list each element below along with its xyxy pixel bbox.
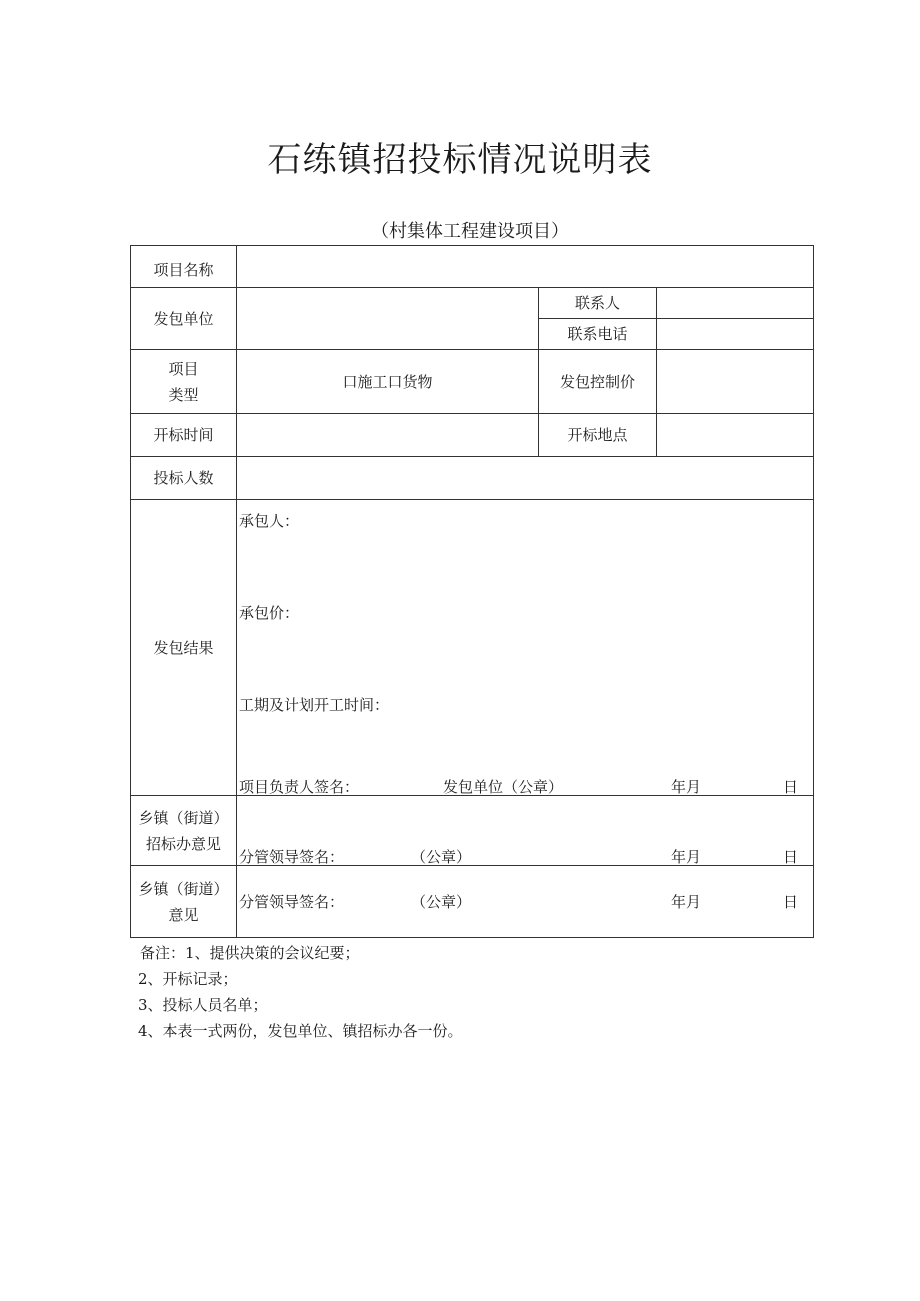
project-type-label-line1: 项目: [168, 359, 199, 378]
row-bid-office-opinion: [131, 796, 814, 866]
row-bid-open: [131, 414, 814, 457]
bid-info-form: [130, 245, 814, 938]
project-type-label-line2: 类型: [168, 385, 199, 404]
row-result: [131, 500, 814, 796]
page-subtitle: （村集体工程建设项目）: [371, 221, 569, 242]
bid-office-opinion-field[interactable]: [237, 796, 814, 866]
row-contractor-unit: [131, 288, 814, 319]
note-line-2: 2、开标记录；: [138, 970, 238, 988]
bid-office-label: [131, 796, 237, 866]
township-opinion-field[interactable]: [237, 866, 814, 938]
project-type-label: [131, 350, 237, 414]
row-township-opinion: [131, 866, 814, 938]
township-day: 日: [783, 893, 799, 911]
row-bidder-count: [131, 457, 814, 500]
contact-phone-label: 联系电话: [539, 319, 657, 350]
township-opinion-label-line1: 乡镇（街道）: [138, 879, 229, 898]
result-field[interactable]: [237, 500, 814, 796]
township-opinion-label: [131, 866, 237, 938]
bid-office-label-line2: 招标办意见: [145, 834, 221, 853]
bid-open-place-field[interactable]: [657, 414, 814, 457]
period-label: 工期及计划开工时间：: [239, 696, 390, 714]
contact-phone-field[interactable]: [657, 319, 814, 350]
bid-office-day: 日: [783, 848, 799, 866]
page-title: 石练镇招投标情况说明表: [267, 140, 653, 180]
township-opinion-label-line2: 意见: [168, 905, 199, 924]
result-label: 发包结果: [131, 500, 237, 796]
result-year-month: 年月: [671, 778, 702, 796]
note-line-4: 4、本表一式两份，发包单位、镇招标办各一份。: [138, 1022, 463, 1040]
project-name-field[interactable]: [237, 246, 814, 288]
project-type-options[interactable]: 口施工口货物: [237, 350, 539, 414]
contact-person-label: 联系人: [539, 288, 657, 319]
note-line-1: 备注：1、提供决策的会议纪要；: [140, 944, 360, 962]
bid-office-seal-label: （公章）: [411, 848, 472, 866]
project-name-label: 项目名称: [131, 246, 237, 288]
bid-open-time-field[interactable]: [237, 414, 539, 457]
contract-price-label: 承包价：: [239, 604, 300, 622]
bid-office-supervisor-sign-label: 分管领导签名：: [239, 848, 345, 866]
contractor-label: 承包人：: [239, 512, 300, 530]
contact-person-field[interactable]: [657, 288, 814, 319]
bidder-count-field[interactable]: [237, 457, 814, 500]
bid-office-year-month: 年月: [671, 848, 702, 866]
bid-open-place-label: 开标地点: [539, 414, 657, 457]
result-day: 日: [783, 778, 799, 796]
bid-open-time-label: 开标时间: [131, 414, 237, 457]
row-project-type: [131, 350, 814, 414]
township-seal-label: （公章）: [411, 893, 472, 911]
control-price-label: 发包控制价: [539, 350, 657, 414]
unit-seal-label: 发包单位（公章）: [443, 778, 564, 796]
contractor-unit-field[interactable]: [237, 288, 539, 350]
township-year-month: 年月: [671, 893, 702, 911]
row-project-name: [131, 246, 814, 288]
bid-office-label-line1: 乡镇（街道）: [138, 808, 229, 827]
township-supervisor-sign-label: 分管领导签名：: [239, 893, 345, 911]
leader-sign-label: 项目负责人签名：: [239, 778, 360, 796]
bidder-count-label: 投标人数: [131, 457, 237, 500]
note-line-3: 3、投标人员名单；: [138, 996, 268, 1014]
notes-section: [130, 940, 463, 1044]
control-price-field[interactable]: [657, 350, 814, 414]
contractor-unit-label: 发包单位: [131, 288, 237, 350]
